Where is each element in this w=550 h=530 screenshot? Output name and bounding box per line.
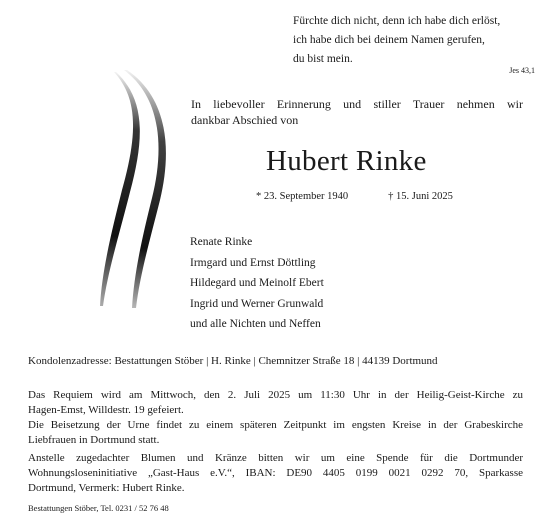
- intro-text: [191, 96, 523, 128]
- bible-verse: [293, 12, 533, 69]
- swoosh-tracks-icon: [100, 70, 180, 310]
- mourner-name: Renate Rinke: [190, 236, 253, 248]
- verse-source: Jes 43,1: [509, 66, 535, 75]
- mourner-name: Ingrid und Werner Grunwald: [190, 297, 324, 310]
- donation-paragraph: [28, 451, 523, 496]
- text-line: Die Beisetzung der Urne findet zu einem späteren Zeitpunkt im engsten Kreise in der Grabeskirche: [28, 419, 523, 431]
- intro-line: dankbar Abschied von: [191, 113, 299, 127]
- funeral-home-contact: Bestattungen Stöber, Tel. 0231 / 52 76 48: [28, 503, 169, 513]
- mourner-name: Irmgard und Ernst Döttling: [190, 256, 316, 269]
- text-line: Hagen-Emst, Willdestr. 19 gefeiert.: [28, 404, 184, 416]
- text-line: Liebfrauen in Dortmund statt.: [28, 434, 160, 446]
- death-date: † 15. Juni 2025: [388, 191, 453, 202]
- mourner-name: und alle Nichten und Neffen: [190, 318, 321, 330]
- requiem-paragraph: [28, 388, 523, 418]
- text-line: Das Requiem wird am Mittwoch, den 2. Juli 2025 um 11:30 Uhr in der Heilig-Geist-Kirche zu: [28, 389, 523, 401]
- life-dates: [256, 191, 453, 202]
- intro-line: In liebevoller Erinnerung und stiller Trauer nehmen wir: [191, 97, 523, 111]
- text-line: Anstelle zugedachter Blumen und Kränze bitten wir um eine Spende für die Dortmunder: [28, 452, 523, 464]
- verse-line: du bist mein.: [293, 53, 353, 65]
- verse-line: Fürchte dich nicht, denn ich habe dich erlöst,: [293, 15, 501, 27]
- birth-date: * 23. September 1940: [256, 191, 349, 202]
- deceased-name: Hubert Rinke: [266, 145, 427, 177]
- condolence-address: Kondolenzadresse: Bestattungen Stöber | H. Rinke | Chemnitzer Straße 18 | 44139 Dortmund: [28, 355, 438, 367]
- verse-line: ich habe dich bei deinem Namen gerufen,: [293, 34, 485, 46]
- burial-paragraph: [28, 418, 523, 448]
- mourner-name: Hildegard und Meinolf Ebert: [190, 277, 324, 289]
- text-line: Wohnungsloseninitiative „Gast-Haus e.V.“, IBAN: DE90 4405 0199 0021 0292 70, Sparkasse: [28, 467, 523, 479]
- service-details: [28, 388, 523, 496]
- mourners-list: [190, 232, 324, 335]
- text-line: Dortmund, Vermerk: Hubert Rinke.: [28, 482, 185, 494]
